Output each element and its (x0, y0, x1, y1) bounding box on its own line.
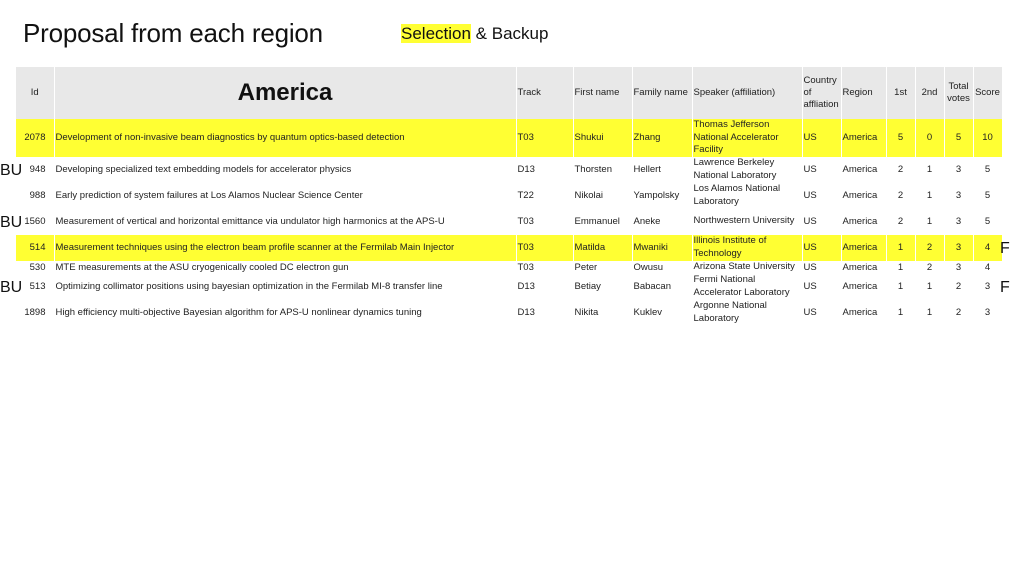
col-header-speaker: Speaker (affiliation) (692, 67, 802, 119)
col-header-2nd: 2nd (915, 67, 944, 119)
row-speaker: Los Alamos National Laboratory (692, 183, 802, 209)
row-track: T03 (516, 261, 573, 274)
row-region: America (841, 119, 886, 157)
row-track: D13 (516, 300, 573, 326)
row-track: D13 (516, 274, 573, 300)
row-id: 1560 (16, 209, 54, 235)
col-header-first-name: First name (573, 67, 632, 119)
row-votes-1st: 1 (886, 235, 915, 261)
row-votes-1st: 2 (886, 157, 915, 183)
backup-mark: BU (0, 162, 23, 179)
row-votes-2nd: 1 (915, 157, 944, 183)
col-header-score: Score (973, 67, 1002, 119)
table-row (16, 261, 1002, 274)
proposal-table (16, 67, 1003, 326)
f-mark: F (1000, 279, 1010, 296)
row-title: High efficiency multi-objective Bayesian algorithm for APS-U nonlinear dynamics tuning (54, 300, 516, 326)
row-title: Measurement techniques using the electron beam profile scanner at the Fermilab Main Injector (54, 235, 516, 261)
row-first-name: Peter (573, 261, 632, 274)
row-total-votes: 2 (944, 274, 973, 300)
row-id: 2078 (16, 119, 54, 157)
table-row (16, 300, 1002, 326)
row-country: US (802, 157, 841, 183)
row-title: Developing specialized text embedding models for accelerator physics (54, 157, 516, 183)
row-score: 4 (973, 261, 1002, 274)
row-speaker: Argonne National Laboratory (692, 300, 802, 326)
row-country: US (802, 274, 841, 300)
row-family-name: Kuklev (632, 300, 692, 326)
page-title: Proposal from each region (23, 18, 323, 48)
row-country: US (802, 261, 841, 274)
region-title: America (54, 67, 516, 119)
row-family-name: Owusu (632, 261, 692, 274)
row-score: 3 (973, 274, 1002, 300)
table-row (16, 209, 1002, 235)
row-speaker: Fermi National Accelerator Laboratory (692, 274, 802, 300)
row-region: America (841, 157, 886, 183)
row-total-votes: 3 (944, 157, 973, 183)
row-votes-2nd: 2 (915, 261, 944, 274)
row-first-name: Betiay (573, 274, 632, 300)
row-title: Measurement of vertical and horizontal emittance via undulator high harmonics at the APS-U (54, 209, 516, 235)
row-first-name: Nikolai (573, 183, 632, 209)
row-id: 530 (16, 261, 54, 274)
row-score: 4 (973, 235, 1002, 261)
table-row (16, 235, 1002, 261)
col-header-id: Id (16, 67, 54, 119)
page-subtitle (401, 24, 548, 44)
row-first-name: Emmanuel (573, 209, 632, 235)
row-title: Early prediction of system failures at Los Alamos Nuclear Science Center (54, 183, 516, 209)
row-country: US (802, 300, 841, 326)
row-votes-1st: 1 (886, 261, 915, 274)
table-row (16, 119, 1002, 157)
row-score: 3 (973, 300, 1002, 326)
row-score: 5 (973, 183, 1002, 209)
row-country: US (802, 119, 841, 157)
f-mark: F (1000, 240, 1010, 257)
table-body (16, 119, 1002, 326)
row-total-votes: 5 (944, 119, 973, 157)
backup-mark: BU (0, 214, 23, 231)
row-votes-1st: 1 (886, 274, 915, 300)
row-track: D13 (516, 157, 573, 183)
header-row (16, 67, 1002, 119)
row-speaker: Illinois Institute of Technology (692, 235, 802, 261)
backup-mark: BU (0, 279, 23, 296)
row-score: 5 (973, 157, 1002, 183)
row-first-name: Shukui (573, 119, 632, 157)
row-total-votes: 3 (944, 235, 973, 261)
row-votes-2nd: 0 (915, 119, 944, 157)
col-header-family-name: Family name (632, 67, 692, 119)
row-speaker: Northwestern University (692, 209, 802, 235)
row-family-name: Hellert (632, 157, 692, 183)
row-family-name: Zhang (632, 119, 692, 157)
row-country: US (802, 209, 841, 235)
row-title: Development of non-invasive beam diagnostics by quantum optics-based detection (54, 119, 516, 157)
row-region: America (841, 300, 886, 326)
row-country: US (802, 235, 841, 261)
row-votes-2nd: 1 (915, 274, 944, 300)
table-row (16, 157, 1002, 183)
row-total-votes: 2 (944, 300, 973, 326)
row-first-name: Nikita (573, 300, 632, 326)
row-total-votes: 3 (944, 261, 973, 274)
row-first-name: Matilda (573, 235, 632, 261)
row-votes-1st: 2 (886, 183, 915, 209)
row-track: T03 (516, 209, 573, 235)
row-track: T22 (516, 183, 573, 209)
row-total-votes: 3 (944, 183, 973, 209)
row-first-name: Thorsten (573, 157, 632, 183)
row-votes-2nd: 1 (915, 183, 944, 209)
row-speaker: Thomas Jefferson National Accelerator Facility (692, 119, 802, 157)
row-score: 5 (973, 209, 1002, 235)
row-region: America (841, 209, 886, 235)
row-family-name: Yampolsky (632, 183, 692, 209)
col-header-region: Region (841, 67, 886, 119)
table-row (16, 274, 1002, 300)
row-family-name: Mwaniki (632, 235, 692, 261)
row-country: US (802, 183, 841, 209)
row-title: MTE measurements at the ASU cryogenically cooled DC electron gun (54, 261, 516, 274)
row-track: T03 (516, 119, 573, 157)
row-id: 988 (16, 183, 54, 209)
row-region: America (841, 183, 886, 209)
row-id: 1898 (16, 300, 54, 326)
table-row (16, 183, 1002, 209)
col-header-country: Country of affliation (802, 67, 841, 119)
row-family-name: Babacan (632, 274, 692, 300)
row-title: Optimizing collimator positions using bayesian optimization in the Fermilab MI-8 transfer line (54, 274, 516, 300)
subtitle-highlight: Selection (401, 24, 471, 43)
col-header-total: Total votes (944, 67, 973, 119)
row-region: America (841, 274, 886, 300)
row-votes-2nd: 1 (915, 209, 944, 235)
row-family-name: Aneke (632, 209, 692, 235)
row-votes-1st: 5 (886, 119, 915, 157)
col-header-1st: 1st (886, 67, 915, 119)
row-speaker: Lawrence Berkeley National Laboratory (692, 157, 802, 183)
row-score: 10 (973, 119, 1002, 157)
row-id: 514 (16, 235, 54, 261)
subtitle-rest: & Backup (475, 24, 549, 43)
row-id: 513 (16, 274, 54, 300)
row-votes-1st: 2 (886, 209, 915, 235)
row-total-votes: 3 (944, 209, 973, 235)
row-id: 948 (16, 157, 54, 183)
row-votes-1st: 1 (886, 300, 915, 326)
row-track: T03 (516, 235, 573, 261)
col-header-track: Track (516, 67, 573, 119)
row-region: America (841, 261, 886, 274)
row-speaker: Arizona State University (692, 261, 802, 274)
row-votes-2nd: 1 (915, 300, 944, 326)
row-region: America (841, 235, 886, 261)
row-votes-2nd: 2 (915, 235, 944, 261)
